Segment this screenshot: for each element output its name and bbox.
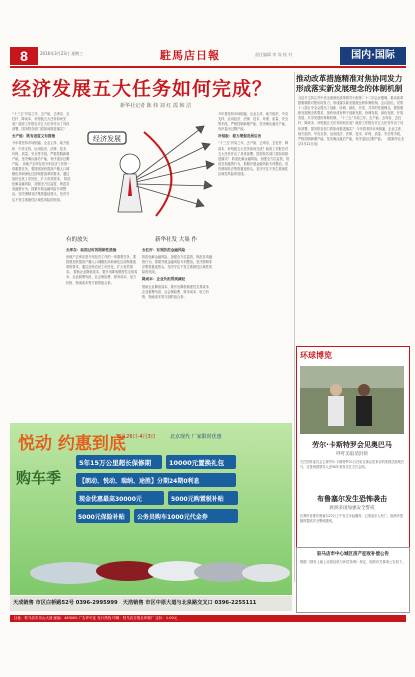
page-number: 8 [10,47,38,65]
article-column-3 [142,246,214,418]
ad-offer: 5000元保险补贴 [78,514,125,521]
ad-offer: 公务员购车1000元代金券 [137,514,208,521]
ad-brand-line: 悦动 约惠到底 [18,434,126,454]
body-text: “十三五”开局之年，去产能、去库存、去杠杆、降成本、补短板五大任务如何完成？政府工作报告对五大任务作出了具体部署，国务院各部门将如何推进落实？ [298,116,404,131]
cartoon-label: 经济发展 [93,135,121,143]
ad-date: 3月26日-4月3日 [118,434,156,440]
cartoon-illustration [74,112,224,230]
world-box-title: 环球博览 [300,351,332,360]
body-text: “十三五”开局之年，去产能、去库存、去杠杆、降成本、补短板五大任务如何完成？政府工作报告对五大任务作出了具体部署，国务院各部门将如何推进落实？ [12,112,70,132]
column-divider [294,72,295,582]
notice-text: 根据《国有土地上房屋征收与补偿条例》规定，现将有关事项公告如下。 [300,560,406,564]
footer-note: （据新华社北京3月22日电） [298,136,405,146]
body-text: 防范化解金融风险，加强全方位监管，规范各类融资行为，抓紧开展金融风险专项整治，坚决遏制非法集资蔓延势头，坚决守住不发生系统性区域性风险的底线。 [142,255,213,275]
car-advertisement [10,423,292,611]
date-line: 2016年3月23日 星期三 [40,51,84,56]
world-story-1-sub: 呼吁美取消封锁 [336,452,368,457]
subhead: 降成本：企业负担得到减轻 [142,277,186,282]
news-photo [300,366,404,434]
right-article-body [298,96,406,334]
subhead: 去产能：既有进度又有措施 [12,134,56,139]
ad-side-text: 购车季 [16,469,62,487]
ad-offer: 10000元置换礼包 [169,459,225,467]
ad-offer: 5000元购置税补贴 [171,496,224,503]
ad-offer: 现金优惠最高30000元 [79,496,142,503]
body-text: 今年将坚持市场倒逼、企业主体、地方组织、中央支持，运用经济、法律、技术、环保、质量、安全等手段，严格控制新增产能，坚决淘汰落后产能，有序退出过剩产能。 [298,126,405,141]
main-headline: 经济发展五大任务如何完成？ [12,78,273,100]
world-story-1-text: 古巴国务委员会主席劳尔·卡斯特罗21日在哈瓦那会见来访的美国总统奥巴马，这是两国领导人近90年来首次在古巴会面。 [300,460,404,470]
world-story-2-text: 比利时首都布鲁塞尔22日上午发生多起爆炸，已造成多人死亡。欧洲多国随即提高安全警戒级别。 [300,514,403,524]
body-text: 今年将坚持市场倒逼、企业主体、地方组织、中央支持，运用经济、法律、技术、环保、质量、安全等手段，严格控制新增产能，坚决淘汰落后产能，有序退出过剩产能。 [12,141,70,166]
cartoon-credit: 新华社发 大巢 作 [155,237,197,243]
body-text: 习近平主持召开中央全面深化改革领导小组第二十二次会议强调，推动改革措施精准对焦协同发力，形成落实新发展理念的体制机制。会议指出，党的十八届五中全会提出了创新、协调、绿色、开放、共享的发展理念，要按照新发展理念的要求，加快形成有利于创新发展、协调发展、绿色发展、开放发展、共享发展的体制机制。 [298,96,404,121]
body-text: 帮助企业降低成本，要开出降低制度性交易成本、企业税费负担、社会保险费、财务成本、电力价格、物流成本等方面的组合拳。 [66,270,138,285]
byline: 新华社记者 陈 炜 刘 红 霞 韩 洁 [120,103,192,109]
world-story-1-headline: 劳尔·卡斯特罗会见奥巴马 [312,441,392,449]
masthead: 駐馬店日報 [160,49,220,62]
article-column-4 [218,112,290,418]
public-notice [296,547,410,613]
body-text: 防范化解金融风险，加强全方位监管，规范各类融资行为，抓紧开展金融风险专项整治，坚决遏制非法集资蔓延势头，坚决守住不发生系统性区域性风险的底线。 [12,177,71,202]
body-text: 房地产去库存是今年经济工作的一项重要任务，要按照加快提高户籍人口城镇化率和深化住房制度改革的要求，通过加快农民工市民化，扩大有效需求。 [12,161,71,182]
ad-offer: 【朗动、悦动、瑞纳、途胜】分期24期0利息 [79,478,200,485]
subhead: 去库存：取消过时的限制性措施 [66,248,117,252]
right-headline: 推动改革措施精准对焦协同发力 形成落实新发展理念的体制机制 [296,74,403,93]
body-text: “十三五”开局之年，去产能、去库存、去杠杆、降成本、补短板五大任务如何完成？政府工作报告对五大任务作出了具体部署，国务院各部门将如何推进落实？ [218,141,289,161]
bottom-info-bar: 社址：驻马店市乐山大道 邮编：463000 广告许可证 发行热线 印刷：驻马店日报社印刷厂 定价：1.00元 [10,615,406,622]
ad-promo: 北京现代 厂家限时优惠 [170,434,222,440]
article-column-2 [66,246,138,418]
world-story-2-headline: 布鲁塞尔发生恐怖袭击 [317,495,387,503]
article-column-1 [12,112,72,417]
subhead: 补短板：着力增强发展后劲 [218,134,262,139]
section-label: 国内·国际 [340,47,406,65]
subhead: 去杠杆：有效防范金融风险 [142,248,186,252]
ad-offer: 5年15万公里超长保修期 [79,459,152,467]
notice-title: 驻马店市中心城区房产征收补偿公告 [317,552,389,557]
body-text: 今年将坚持市场倒逼、企业主体、地方组织、中央支持，运用经济、法律、技术、环保、质量、安全等手段，严格控制新增产能，坚决淘汰落后产能，有序退出过剩产能。 [218,112,289,132]
header-rule [10,66,406,68]
ad-dealer-footer: 天成销售 市区白桥路52号 0396-2995999 天浩销售 市区中原大道与北泉路交叉口 0396-2255111 [10,596,292,611]
world-story-2-sub: 欧洲多国加强安全警戒 [329,506,375,511]
body-text: 房地产去库存是今年经济工作的一项重要任务，要按照加快提高户籍人口城镇化率和深化住房制度改革的要求，通过加快农民工市民化，扩大有效需求。 [66,255,137,275]
editor-credits: 责任编辑 审 读 校 对 [255,52,293,57]
cartoon-caption: 有的放矢 [66,237,89,243]
body-text: 防范化解金融风险，加强全方位监管，规范各类融资行为，抓紧开展金融风险专项整治，坚决遏制非法集资蔓延势头，坚决守住不发生系统性区域性风险的底线。 [218,156,290,177]
body-text: 帮助企业降低成本，要开出降低制度性交易成本、企业税费负担、社会保险费、财务成本、电力价格、物流成本等方面的组合拳。 [142,284,213,299]
